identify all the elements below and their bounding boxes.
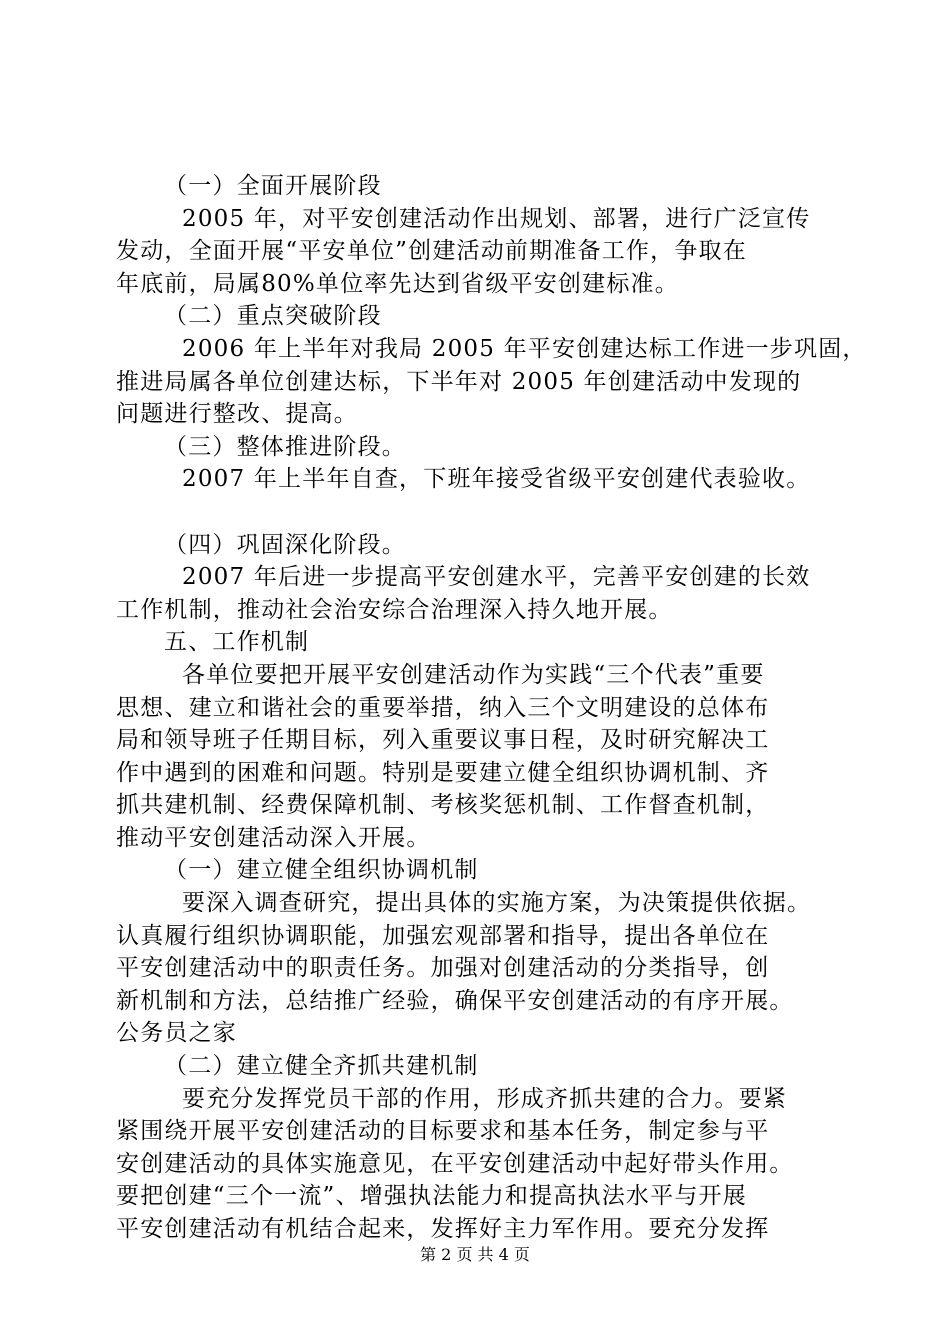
paragraph-line: 2007 年后进一步提高平安创建水平，完善平安创建的长效 [182,564,811,591]
blank-line [116,496,836,529]
paragraph-line: 平安创建活动有机结合起来，发挥好主力军作用。要充分发挥 [116,1216,770,1242]
paragraph-line: 各单位要把开展平安创建活动作为实践“三个代表”重要 [182,661,765,688]
paragraph-line: 年底前，局属80%单位率先达到省级平安创建标准。 [116,270,679,297]
paragraph-line: 工作机制，推动社会治安综合治理深入持久地开展。 [116,596,673,623]
section-heading-breakthrough-stage: （二）重点突破阶段 [164,303,382,330]
paragraph-line: 发动，全面开展“平安单位”创建活动前期准备工作，争取在 [116,238,747,265]
paragraph-line: 新机制和方法，总结推广经验，确保平安创建活动的有序开展。 [116,987,794,1014]
paragraph-line: 思想、建立和谐社会的重要举措，纳入三个文明建设的总体布 [116,694,770,721]
page-number-footer: 第 2 页 共 4 页 [420,1245,530,1264]
paragraph-line: 公务员之家 [116,1020,237,1047]
paragraph-line: 2006 年上半年对我局 2005 年平安创建达标工作进一步巩固， [182,335,867,362]
paragraph-line: 紧围绕开展平安创建活动的目标要求和基本任务，制定参与平 [116,1118,770,1145]
paragraph-line: 问题进行整改、提高。 [116,401,358,428]
paragraph-line: 推进局属各单位创建达标，下半年对 2005 年创建活动中发现的 [116,368,802,395]
paragraph-line: 认真履行组织协调职能，加强宏观部署和指导，提出各单位在 [116,922,770,949]
paragraph-line: 抓共建机制、经费保障机制、考核奖惩机制、工作督查机制， [116,792,770,819]
section-heading-overall-stage: （三）整体推进阶段。 [164,433,406,460]
paragraph-line: 2007 年上半年自查，下班年接受省级平安创建代表验收。 [182,466,811,493]
paragraph-line: 2005 年，对平安创建活动作出规划、部署，进行广泛宣传 [182,205,811,232]
section-heading-work-mechanism: 五、工作机制 [164,629,310,656]
section-heading-comprehensive-stage: （一）全面开展阶段 [164,173,382,199]
paragraph-line: 作中遇到的困难和问题。特别是要建立健全组织协调机制、齐 [116,759,770,786]
paragraph-line: 要把创建“三个一流”、增强执法能力和提高执法水平与开展 [116,1183,747,1210]
paragraph-line: 要深入调查研究，提出具体的实施方案，为决策提供依据。 [182,890,812,917]
paragraph-line: 局和领导班子任期目标，列入重要议事日程，及时研究解决工 [116,727,770,754]
paragraph-line: 推动平安创建活动深入开展。 [116,824,431,851]
section-heading-consolidation-stage: （四）巩固深化阶段。 [164,531,406,558]
document-body [116,170,867,1246]
paragraph-line: 要充分发挥党员干部的作用，形成齐抓共建的合力。要紧 [182,1085,787,1112]
section-heading-coordination-mechanism: （一）建立健全组织协调机制 [164,857,479,884]
section-heading-joint-building-mechanism: （二）建立健全齐抓共建机制 [164,1053,479,1080]
paragraph-line: 安创建活动的具体实施意见，在平安创建活动中起好带头作用。 [116,1150,794,1177]
paragraph-line: 平安创建活动中的职责任务。加强对创建活动的分类指导，创 [116,955,770,982]
